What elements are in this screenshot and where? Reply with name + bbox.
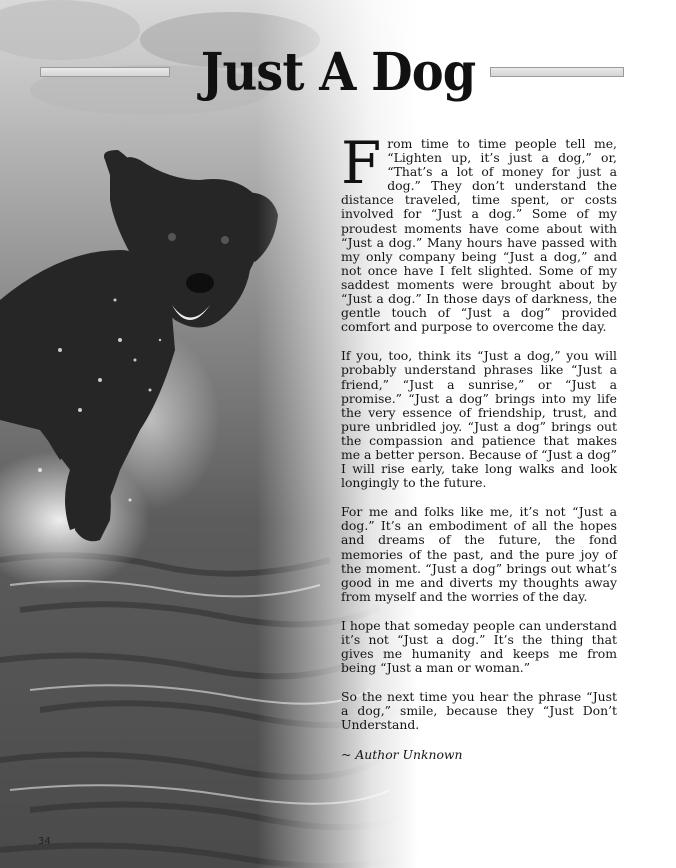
paragraph-5: So the next time you hear the phrase “Just a dog,” smile, because they “Just Don’t Understand.	[341, 689, 617, 733]
page-title: Just A Dog	[200, 42, 476, 103]
author-credit: ~ Author Unknown	[341, 746, 463, 762]
paragraph-1	[341, 129, 617, 335]
paragraph-2: If you, too, think its “Just a dog,” you will probably understand phrases like “Just a friend,” “Just a sunrise,” or “Just a promise.” “Just a dog” brings into my life the very essence of friendship, trust, and pure unbridled joy. “Just a dog” brings out the compassion and patience that makes me a better person. Because of “Just a dog” I will rise early, take long walks and look longingly to the future.	[341, 348, 617, 491]
article-body	[341, 129, 617, 777]
paragraph-1-text: rom time to time people tell me, “Lighten up, it’s just a dog,” or, “That’s a lot of money for just a dog.” They don’t understand the distance traveled, time spent, or costs involved for “Just a dog.” Some of my proudest moments have come about with “Just a dog.” Many hours have passed with my only company being “Just a dog,” and not once have I felt slighted. Some of my saddest moments were brought about by “Just a dog.” In those days of darkness, the gentle touch of “Just a dog” provided comfort and purpose to overcome the day.	[341, 136, 617, 335]
paragraph-3: For me and folks like me, it’s not “Just a dog.” It’s an embodiment of all the hopes and dreams of the future, the fond memories of the past, and the pure joy of the moment. “Just a dog” brings out what’s good in me and diverts my thoughts away from myself and the worries of the day.	[341, 504, 617, 604]
page-number: 34	[38, 836, 51, 847]
paragraph-4: I hope that someday people can understand it’s not “Just a dog.” It’s the thing that gives me humanity and keeps me from being “Just a man or woman.”	[341, 617, 617, 676]
drop-cap: F	[341, 129, 382, 197]
